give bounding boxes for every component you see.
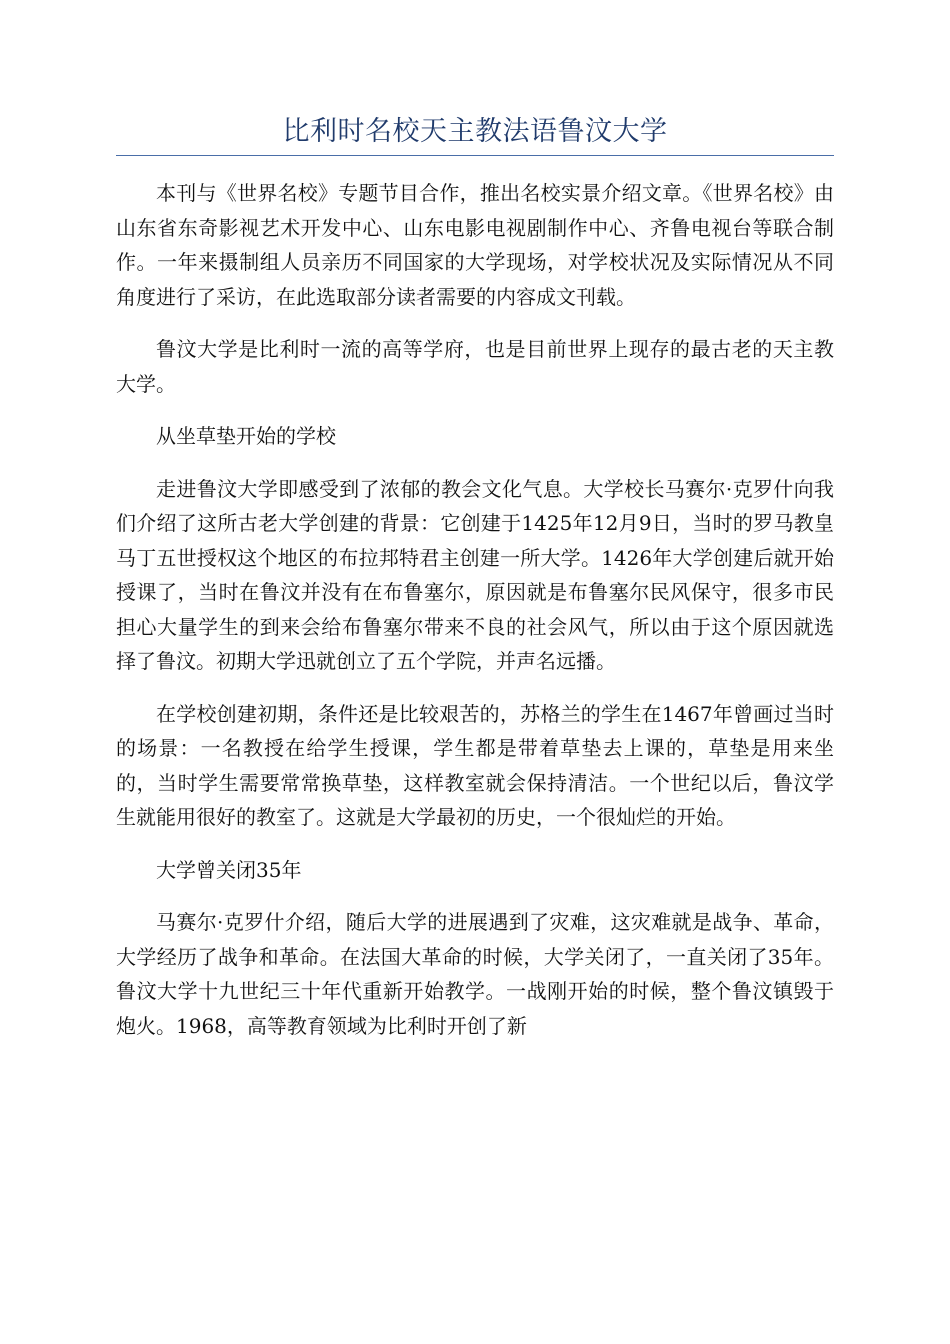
paragraph-early-conditions: 在学校创建初期，条件还是比较艰苦的，苏格兰的学生在1467年曾画过当时的场景：一名教授在给学生授课，学生都是带着草垫去上课的，草垫是用来坐的，当时学生需要常常换草垫，这样教室就会保持清洁。一个世纪以后，鲁汶学生就能用很好的教室了。这就是大学最初的历史，一个很灿烂的开始。 xyxy=(116,701,834,829)
paragraph-summary: 鲁汶大学是比利时一流的高等学府，也是目前世界上现存的最古老的天主教大学。 xyxy=(116,337,834,396)
section-heading-origin: 从坐草垫开始的学校 xyxy=(156,424,336,448)
paragraph-founding: 走进鲁汶大学即感受到了浓郁的教会文化气息。大学校长马赛尔·克罗什向我们介绍了这所古老大学创建的背景：它创建于1425年12月9日，当时的罗马教皇马丁五世授权这个地区的布拉邦特君主创建一所大学。1426年大学创建后就开始授课了，当时在鲁汶并没有在布鲁塞尔，原因就是布鲁塞尔民风保守，很多市民担心大量学生的到来会给布鲁塞尔带来不良的社会风气，所以由于这个原因就选择了鲁汶。初期大学迅就创立了五个学院，并声名远播。 xyxy=(116,476,834,673)
title-underline xyxy=(116,155,834,156)
section-heading-closure: 大学曾关闭35年 xyxy=(156,857,302,882)
paragraph-intro: 本刊与《世界名校》专题节目合作，推出名校实景介绍文章。《世界名校》由山东省东奇影视艺术开发中心、山东电影电视剧制作中心、齐鲁电视台等联合制作。一年来摄制组人员亲历不同国家的大学现场，对学校状况及实际情况从不同角度进行了采访，在此选取部分读者需要的内容成文刊载。 xyxy=(116,181,834,309)
paragraph-war-revolution: 马赛尔·克罗什介绍，随后大学的进展遇到了灾难，这灾难就是战争、革命，大学经历了战争和革命。在法国大革命的时候，大学关闭了，一直关闭了35年。鲁汶大学十九世纪三十年代重新开始教学。一战刚开始的时候，整个鲁汶镇毁于炮火。1968，高等教育领域为比利时开创了新 xyxy=(116,910,834,1038)
document-title: 比利时名校天主教法语鲁汶大学 xyxy=(282,116,668,147)
document-body xyxy=(116,176,834,1061)
